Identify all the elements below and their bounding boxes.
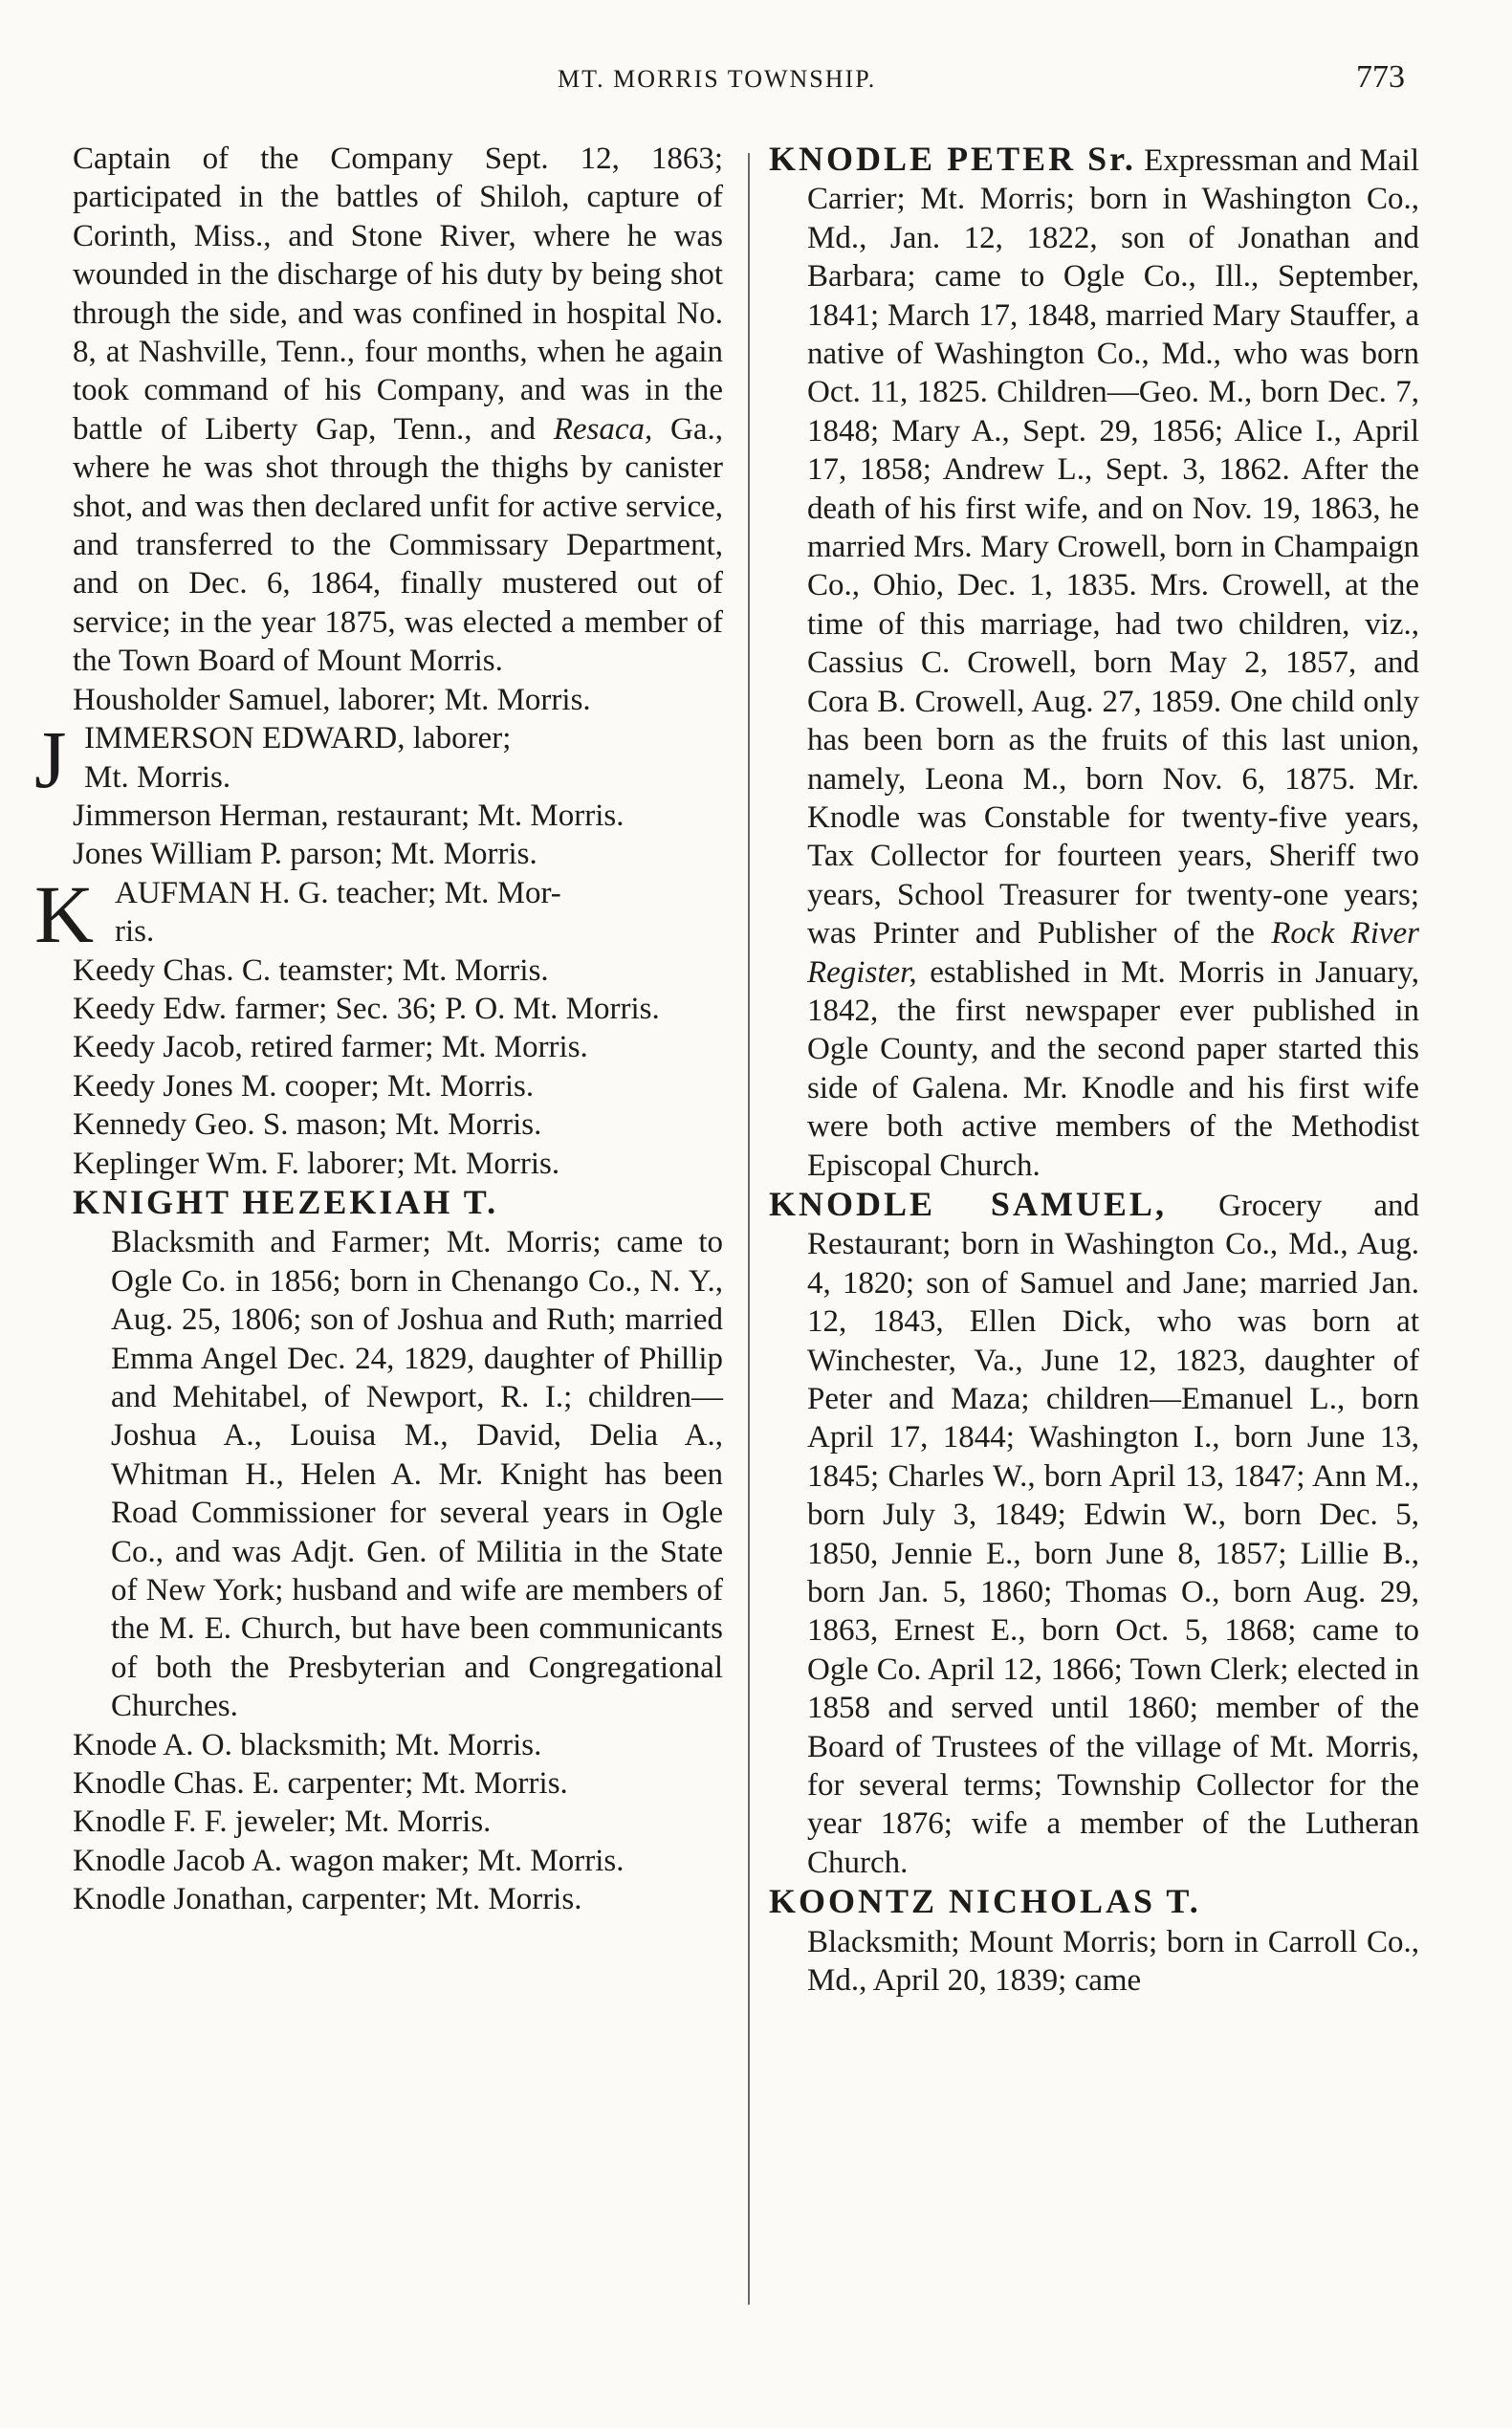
directory-entry-knodle-chas: Knodle Chas. E. carpenter; Mt. Morris. <box>73 1766 568 1802</box>
knodle-peter-newspaper-title: Rock River Register, <box>807 916 1420 990</box>
kaufman-line-1: AUFMAN H. G. teacher; Mt. Mor- <box>115 875 561 910</box>
page-header <box>0 59 1512 103</box>
knight-hezekiah-bio: Blacksmith and Farmer; Mt. Morris; came to Ogle Co. in 1856; born in Chenango Co., N. Y., Aug. 25, 1806; son of Joshua and Ruth; married Emma Angel Dec. 24, 1829, daughter of Phillip and Mehitabel, of Newport, R. I.; children—Joshua A., Louisa M., David, Delia A., Whitman H., Helen A. Mr. Knight has been Road Commissioner for several years in Ogle Co., and was Adjt. Gen. of Militia in the State of New York; husband and wife are members of the M. E. Church, but have been communicants of both the Presbyterian and Congregational Churches. <box>111 1225 723 1724</box>
running-title: MT. MORRIS TOWNSHIP. <box>558 65 877 93</box>
kaufman-line-2: ris. <box>115 914 155 950</box>
koontz-nicholas-name: KOONTZ NICHOLAS T. <box>769 1882 1201 1921</box>
knight-hezekiah-name: KNIGHT HEZEKIAH T. <box>73 1182 499 1221</box>
continued-biography-rest: Ga., where he was shot through the thighs by canister shot, and was then declared unfit for active service, and transferred to the Commissary Department, and on Dec. 6, 1864, finally mustered out of service; in the year 1875, was elected a member of the Town Board of Mount Morris. <box>73 411 724 679</box>
directory-entry-kaufman <box>34 867 723 960</box>
directory-entry-keedy-edw: Keedy Edw. farmer; Sec. 36; P. O. Mt. Morris. <box>73 991 660 1026</box>
left-column <box>34 140 724 1919</box>
drop-cap-j: J <box>34 713 67 806</box>
right-column <box>769 140 1419 2001</box>
directory-entry-knodle-f: Knodle F. F. jeweler; Mt. Morris. <box>73 1805 492 1840</box>
drop-cap-k: K <box>34 867 95 960</box>
knodle-peter-name: KNODLE PETER Sr. <box>769 140 1136 178</box>
jimmerson-edward-line-1: IMMERSON EDWARD, laborer; <box>84 721 512 756</box>
directory-entry-keedy-jones: Keedy Jones M. cooper; Mt. Morris. <box>73 1068 535 1104</box>
directory-entry-kennedy: Kennedy Geo. S. mason; Mt. Morris. <box>73 1107 542 1143</box>
biography-knodle-samuel <box>769 1185 1419 1882</box>
knodle-samuel-bio: Grocery and Restaurant; born in Washington Co., Md., Aug. 4, 1820; son of Samuel and Jane; married Jan. 12, 1843, Ellen Dick, who was born at Winchester, Va., June 12, 1823, daughter of Peter and Maza; children—Emanuel L., born April 17, 1844; Washington I., born June 13, 1845; Charles W., born April 13, 1847; Ann M., born July 3, 1849; Edwin W., born Dec. 5, 1850, Jennie E., born June 8, 1857; Lillie B., born Jan. 5, 1860; Thomas O., born Aug. 29, 1863, Ernest E., born Oct. 5, 1868; came to Ogle Co. April 12, 1866; Town Clerk; elected in 1858 and served until 1860; member of the Board of Trustees of the village of Mt. Morris, for several terms; Township Collector for the year 1876; wife a member of the Lutheran Church. <box>807 1188 1420 1880</box>
column-divider <box>748 153 750 2305</box>
directory-entry-knodle-jacob: Knodle Jacob A. wagon maker; Mt. Morris. <box>73 1843 625 1878</box>
jimmerson-edward-line-2: Mt. Morris. <box>84 759 231 795</box>
biography-koontz-nicholas <box>769 1882 1419 2000</box>
directory-entry-knodle-jonathan: Knodle Jonathan, carpenter; Mt. Morris. <box>73 1882 582 1917</box>
directory-entry-jimmerson-edward <box>34 713 723 806</box>
directory-entry-keedy-chas: Keedy Chas. C. teamster; Mt. Morris. <box>73 952 549 988</box>
directory-entry-housholder: Housholder Samuel, laborer; Mt. Morris. <box>73 682 591 717</box>
koontz-nicholas-bio: Blacksmith; Mount Morris; born in Carroll Co., Md., April 20, 1839; came <box>807 1924 1419 1999</box>
directory-entry-keplinger: Keplinger Wm. F. laborer; Mt. Morris. <box>73 1146 560 1181</box>
continued-biography <box>73 140 723 681</box>
directory-entry-jimmerson-herman: Jimmerson Herman, restaurant; Mt. Morris. <box>73 798 625 833</box>
directory-entry-knode-a: Knode A. O. blacksmith; Mt. Morris. <box>73 1727 542 1762</box>
page-number: 773 <box>1356 59 1405 95</box>
biography-knodle-peter <box>769 140 1419 1185</box>
knodle-peter-bio-part-1: Expressman and Mail Carrier; Mt. Morris; born in Washington Co., Md., Jan. 12, 1822, son of Jonathan and Barbara; came to Ogle Co., Ill., September, 1841; March 17, 1848, married Mary Stauffer, a native of Washington Co., Md., who was born Oct. 11, 1825. Children—Geo. M., born Dec. 7, 1848; Mary A., Sept. 29, 1856; Alice I., April 17, 1858; Andrew L., Sept. 3, 1862. After the death of his first wife, and on Nov. 19, 1863, he married Mrs. Mary Crowell, born in Champaign Co., Ohio, Dec. 1, 1835. Mrs. Crowell, at the time of this marriage, had two children, viz., Cassius C. Crowell, born May 2, 1857, and Cora B. Crowell, Aug. 27, 1859. One child only has been born as the fruits of this last union, namely, Leona M., born Nov. 6, 1875. Mr. Knodle was Constable for twenty-five years, Tax Collector for fourteen years, Sheriff two years, School Treasurer for twenty-one years; was Printer and Publisher of the <box>807 143 1419 952</box>
continued-biography-italic: Resaca, <box>553 411 653 447</box>
directory-entry-jones: Jones William P. parson; Mt. Morris. <box>73 837 537 872</box>
knodle-peter-bio-part-2: established in Mt. Morris in January, 1842, the first newspaper ever published in Ogle County, and the second paper started this side of Galena. Mr. Knodle and his first wife were both active members of the Methodist Episcopal Church. <box>807 954 1419 1183</box>
directory-entry-keedy-jacob: Keedy Jacob, retired farmer; Mt. Morris. <box>73 1030 588 1065</box>
knodle-samuel-name: KNODLE SAMUEL, <box>769 1184 1167 1223</box>
biography-knight-hezekiah <box>34 1183 723 1726</box>
continued-biography-text: Captain of the Company Sept. 12, 1863; participated in the battles of Shiloh, capture of Corinth, Miss., and Stone River, where he was wounded in the discharge of his duty by being shot through the side, and was confined in hospital No. 8, at Nashville, Tenn., four months, when he again took command of his Company, and was in the battle of Liberty Gap, Tenn., and <box>73 142 723 447</box>
